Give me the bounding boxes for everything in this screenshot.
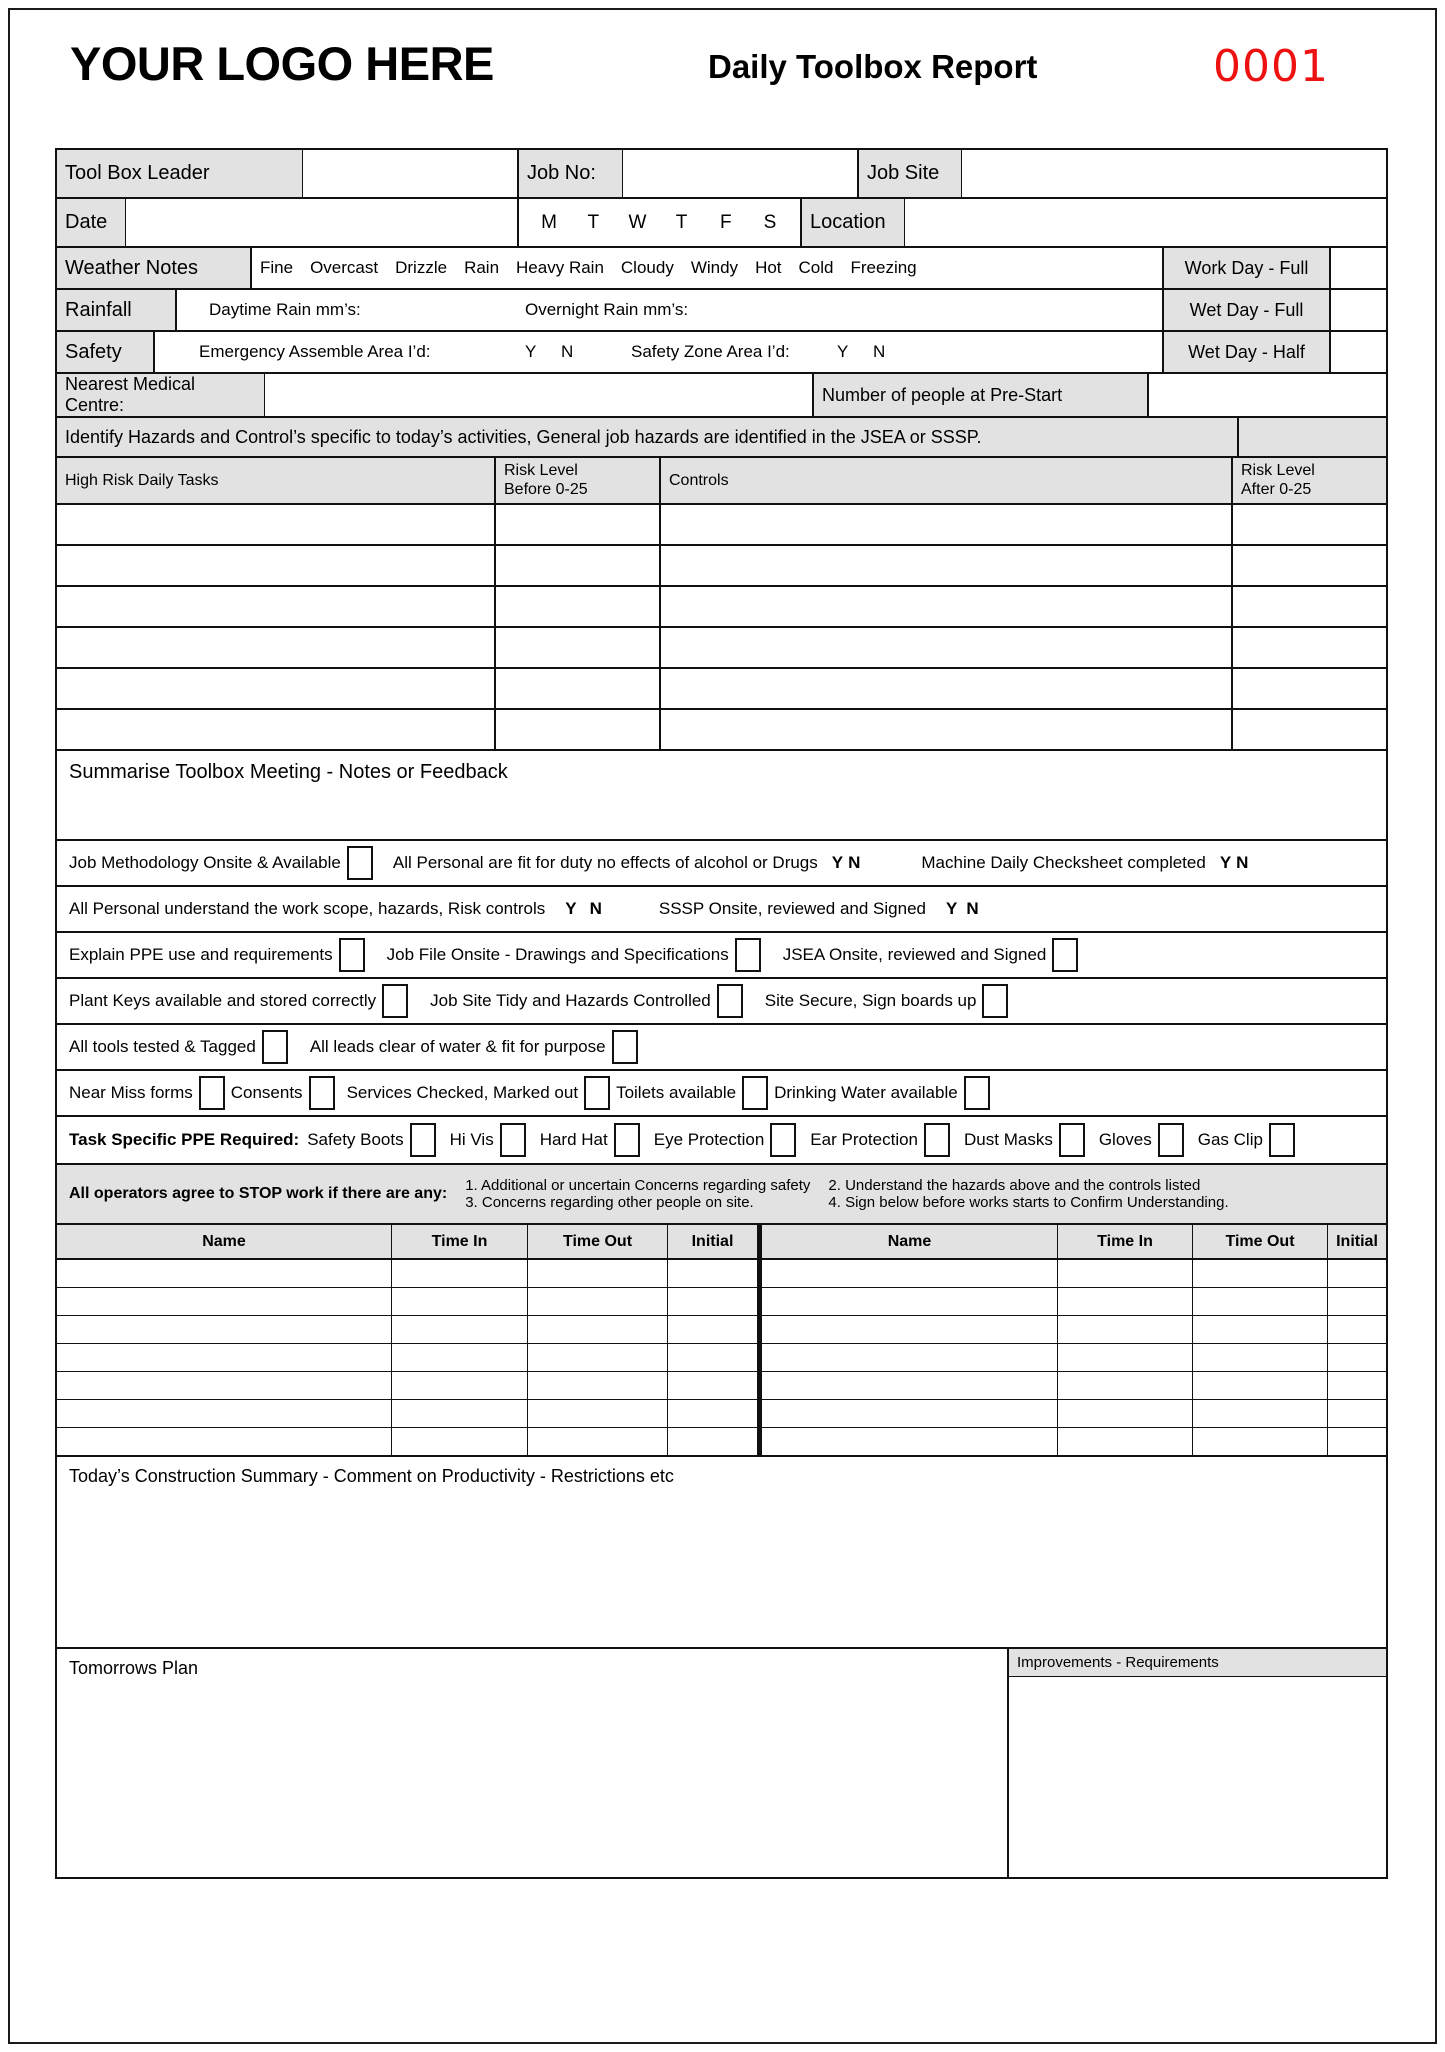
leads-clear-of-water-checkbox[interactable]: [612, 1030, 638, 1064]
wet-day-full-label: Wet Day - Full: [1162, 290, 1329, 330]
sig-time-out-left[interactable]: [527, 1260, 667, 1287]
sig-time-in-left[interactable]: [391, 1428, 527, 1455]
consents-checkbox[interactable]: [309, 1076, 335, 1110]
sig-initial-right[interactable]: [1327, 1288, 1386, 1315]
page-title: Daily Toolbox Report: [708, 48, 1038, 85]
ppe-eye-protection-label: Eye Protection: [653, 1130, 765, 1149]
risk-after-input[interactable]: [1231, 505, 1386, 546]
sig-name-right[interactable]: [757, 1316, 1057, 1343]
signature-row: [57, 1288, 1386, 1316]
risk-after-input[interactable]: [1231, 628, 1386, 669]
sig-time-in-right[interactable]: [1057, 1316, 1192, 1343]
emergency-assemble-no[interactable]: N: [561, 342, 574, 361]
ppe-required-label: Task Specific PPE Required:: [69, 1130, 300, 1149]
hazard-instruction-text: Identify Hazards and Control’s specific to today’s activities, General job hazards are identified in the JSEA or SSSP.: [57, 418, 1237, 456]
sig-time-in-left[interactable]: [391, 1288, 527, 1315]
row-checklist-5: [57, 1025, 1386, 1071]
risk-controls-input[interactable]: [659, 669, 1231, 710]
col-initial-right: Initial: [1327, 1225, 1386, 1258]
sig-time-in-right[interactable]: [1057, 1288, 1192, 1315]
sig-time-out-left[interactable]: [527, 1372, 667, 1399]
job-site-input[interactable]: [961, 150, 1386, 197]
risk-table-row: [57, 505, 1386, 546]
signature-row: [57, 1428, 1386, 1457]
sig-time-in-right[interactable]: [1057, 1428, 1192, 1455]
risk-controls-input[interactable]: [659, 587, 1231, 628]
services-checked-checkbox[interactable]: [584, 1076, 610, 1110]
risk-before-input[interactable]: [494, 587, 659, 628]
risk-after-input[interactable]: [1231, 669, 1386, 710]
weather-option-overcast[interactable]: Overcast: [310, 258, 379, 277]
summarise-toolbox-meeting-label[interactable]: Summarise Toolbox Meeting - Notes or Feedback: [69, 761, 508, 783]
nearest-medical-centre-input[interactable]: [264, 374, 812, 416]
stop-work-point-2: 2. Understand the hazards above and the controls listed: [828, 1177, 1201, 1194]
sig-time-out-left[interactable]: [527, 1428, 667, 1455]
work-scope-understood-yes[interactable]: Y: [565, 899, 582, 918]
ppe-hard-hat-label: Hard Hat: [539, 1130, 608, 1149]
explain-ppe-checkbox[interactable]: [339, 938, 365, 972]
risk-before-input[interactable]: [494, 669, 659, 710]
job-no-label: Job No:: [517, 150, 622, 197]
risk-table-row: [57, 546, 1386, 587]
nearest-medical-centre-label: Nearest Medical Centre:: [57, 374, 264, 416]
ppe-gas-clip-checkbox[interactable]: [1269, 1123, 1295, 1157]
hazard-instruction-spacer: [1237, 418, 1386, 456]
sig-initial-right[interactable]: [1327, 1316, 1386, 1343]
sig-initial-left[interactable]: [667, 1344, 757, 1371]
risk-table-header: [57, 458, 1386, 505]
ppe-gloves-label: Gloves: [1098, 1130, 1152, 1149]
ppe-eye-protection-checkbox[interactable]: [770, 1123, 796, 1157]
plant-keys-label: Plant Keys available and stored correctly: [69, 991, 377, 1010]
ppe-safety-boots-label: Safety Boots: [307, 1130, 404, 1149]
day-tuesday[interactable]: T: [587, 211, 600, 233]
sig-name-left[interactable]: [57, 1344, 391, 1371]
risk-table-row: [57, 710, 1386, 751]
risk-controls-input[interactable]: [659, 710, 1231, 751]
day-thursday[interactable]: T: [675, 211, 688, 233]
sig-initial-left[interactable]: [667, 1316, 757, 1343]
sig-time-out-right[interactable]: [1192, 1372, 1327, 1399]
day-monday[interactable]: M: [541, 211, 557, 233]
fit-for-duty-label: All Personal are fit for duty no effects of alcohol or Drugs: [392, 853, 818, 872]
sig-time-in-left[interactable]: [391, 1316, 527, 1343]
risk-before-input[interactable]: [494, 628, 659, 669]
sig-initial-left[interactable]: [667, 1372, 757, 1399]
sig-initial-left[interactable]: [667, 1400, 757, 1427]
jsea-onsite-checkbox[interactable]: [1052, 938, 1078, 972]
col-initial-left: Initial: [667, 1225, 757, 1258]
safety-zone-yes[interactable]: Y: [837, 342, 849, 361]
col-time-out-right: Time Out: [1192, 1225, 1327, 1258]
sig-time-in-left[interactable]: [391, 1344, 527, 1371]
col-name-right: Name: [757, 1225, 1057, 1258]
fit-for-duty-no[interactable]: N: [848, 853, 866, 872]
sig-name-right[interactable]: [757, 1288, 1057, 1315]
sig-initial-right[interactable]: [1327, 1428, 1386, 1455]
signature-row: [57, 1260, 1386, 1288]
sig-name-right[interactable]: [757, 1260, 1057, 1287]
sig-initial-left[interactable]: [667, 1288, 757, 1315]
drinking-water-label: Drinking Water available: [774, 1083, 958, 1102]
row-ppe: [57, 1117, 1386, 1165]
row-medical: [57, 374, 1386, 418]
risk-controls-input[interactable]: [659, 546, 1231, 587]
ppe-ear-protection-checkbox[interactable]: [924, 1123, 950, 1157]
sig-initial-right[interactable]: [1327, 1372, 1386, 1399]
company-logo-placeholder: YOUR LOGO HERE: [70, 37, 494, 90]
daytime-rain-label: Daytime Rain mm’s:: [209, 300, 361, 319]
sig-time-out-right[interactable]: [1192, 1316, 1327, 1343]
location-input[interactable]: [904, 199, 1386, 246]
checklist-row-4: [57, 979, 1386, 1023]
signature-row: [57, 1344, 1386, 1372]
risk-after-input[interactable]: [1231, 546, 1386, 587]
sig-name-left[interactable]: [57, 1260, 391, 1287]
drinking-water-checkbox[interactable]: [964, 1076, 990, 1110]
sig-time-in-right[interactable]: [1057, 1400, 1192, 1427]
sig-time-out-right[interactable]: [1192, 1428, 1327, 1455]
stop-work-point-1: 1. Additional or uncertain Concerns regarding safety: [465, 1177, 811, 1194]
toilets-available-label: Toilets available: [616, 1083, 737, 1102]
rainfall-label: Rainfall: [57, 290, 177, 330]
row-checklist-1: [57, 841, 1386, 887]
day-friday[interactable]: F: [719, 211, 732, 233]
work-day-full-tick[interactable]: [1329, 248, 1386, 288]
toolbox-leader-label: Tool Box Leader: [57, 150, 302, 197]
sig-time-out-left[interactable]: [527, 1344, 667, 1371]
risk-task-input[interactable]: [57, 710, 494, 751]
tools-tested-tagged-checkbox[interactable]: [262, 1030, 288, 1064]
job-no-input[interactable]: [622, 150, 857, 197]
document-header: [8, 8, 1437, 136]
sig-name-left[interactable]: [57, 1428, 391, 1455]
risk-controls-input[interactable]: [659, 628, 1231, 669]
checklist-row-2: [57, 887, 1386, 931]
signature-row: [57, 1372, 1386, 1400]
people-at-prestart-input[interactable]: [1147, 374, 1386, 416]
signature-table-header: [57, 1225, 1386, 1260]
job-file-onsite-label: Job File Onsite - Drawings and Specifications: [386, 945, 729, 964]
leads-clear-of-water-label: All leads clear of water & fit for purpose: [309, 1037, 606, 1056]
checklist-row-1: [57, 841, 1386, 885]
stop-work-banner: [57, 1165, 1386, 1223]
col-risk-level-before-line2: Before 0-25: [504, 480, 588, 498]
improvements-requirements-input[interactable]: [1009, 1677, 1386, 1876]
row-identity-2: [57, 199, 1386, 248]
improvements-requirements-label: Improvements - Requirements: [1009, 1649, 1386, 1677]
consents-label: Consents: [230, 1083, 303, 1102]
sig-initial-left[interactable]: [667, 1260, 757, 1287]
weather-option-fine[interactable]: Fine: [260, 258, 294, 277]
row-stop-work: [57, 1165, 1386, 1225]
row-hazard-instruction: [57, 418, 1386, 458]
near-miss-forms-checkbox[interactable]: [199, 1076, 225, 1110]
sig-name-right[interactable]: [757, 1400, 1057, 1427]
risk-table-row: [57, 628, 1386, 669]
jsea-onsite-label: JSEA Onsite, reviewed and Signed: [782, 945, 1047, 964]
ppe-gas-clip-label: Gas Clip: [1197, 1130, 1263, 1149]
overnight-rain-label: Overnight Rain mm’s:: [525, 300, 689, 319]
job-site-tidy-label: Job Site Tidy and Hazards Controlled: [430, 991, 711, 1010]
sig-time-out-right[interactable]: [1192, 1344, 1327, 1371]
checklist-row-5: [57, 1025, 1386, 1069]
row-checklist-6: [57, 1071, 1386, 1117]
row-weather: [57, 248, 1386, 290]
wet-day-half-tick[interactable]: [1329, 332, 1386, 372]
site-secure-label: Site Secure, Sign boards up: [764, 991, 977, 1010]
sig-time-out-left[interactable]: [527, 1288, 667, 1315]
checklist-row-6: [57, 1071, 1386, 1115]
sig-name-right[interactable]: [757, 1428, 1057, 1455]
job-methodology-label: Job Methodology Onsite & Available: [69, 853, 341, 872]
col-high-risk-daily-tasks: High Risk Daily Tasks: [57, 458, 494, 503]
date-input[interactable]: [125, 199, 517, 246]
location-label: Location: [800, 199, 904, 246]
weather-option-windy[interactable]: Windy: [690, 258, 739, 277]
stop-work-col-1: [465, 1177, 810, 1211]
weather-option-freezing[interactable]: Freezing: [850, 258, 917, 277]
safety-zone-area-label: Safety Zone Area I’d:: [631, 342, 790, 361]
construction-summary-label[interactable]: Today’s Construction Summary - Comment on Productivity - Restrictions etc: [69, 1466, 674, 1486]
col-risk-level-after: [1231, 458, 1386, 503]
col-time-in-left: Time In: [391, 1225, 527, 1258]
col-time-out-left: Time Out: [527, 1225, 667, 1258]
emergency-assemble-yes[interactable]: Y: [525, 342, 537, 361]
day-saturday[interactable]: S: [763, 211, 777, 233]
weather-option-cloudy[interactable]: Cloudy: [620, 258, 674, 277]
tomorrows-plan-label[interactable]: Tomorrows Plan: [69, 1658, 199, 1678]
sig-name-left[interactable]: [57, 1288, 391, 1315]
job-site-label: Job Site: [857, 150, 961, 197]
risk-task-input[interactable]: [57, 587, 494, 628]
stop-work-point-3: 3. Concerns regarding other people on site.: [465, 1194, 754, 1211]
row-checklist-2: [57, 887, 1386, 933]
ppe-hi-vis-checkbox[interactable]: [500, 1123, 526, 1157]
work-scope-understood-label: All Personal understand the work scope, hazards, Risk controls: [69, 899, 546, 918]
sig-name-right[interactable]: [757, 1372, 1057, 1399]
explain-ppe-label: Explain PPE use and requirements: [69, 945, 333, 964]
ppe-hi-vis-label: Hi Vis: [449, 1130, 494, 1149]
plant-keys-checkbox[interactable]: [382, 984, 408, 1018]
weather-options[interactable]: [252, 248, 1162, 288]
risk-after-input[interactable]: [1231, 710, 1386, 751]
ppe-hard-hat-checkbox[interactable]: [614, 1123, 640, 1157]
weather-notes-label: Weather Notes: [57, 248, 252, 288]
row-rainfall: [57, 290, 1386, 332]
sig-time-out-right[interactable]: [1192, 1260, 1327, 1287]
machine-checksheet-no[interactable]: N: [1236, 853, 1254, 872]
signature-row: [57, 1316, 1386, 1344]
risk-controls-input[interactable]: [659, 505, 1231, 546]
weather-option-drizzle[interactable]: Drizzle: [395, 258, 448, 277]
col-risk-level-after-line2: After 0-25: [1241, 480, 1312, 498]
sssp-onsite-yes[interactable]: Y: [946, 899, 963, 918]
risk-before-input[interactable]: [494, 546, 659, 587]
weather-option-hot[interactable]: Hot: [755, 258, 782, 277]
serial-number: 0001: [1213, 41, 1329, 92]
risk-before-input[interactable]: [494, 710, 659, 751]
services-checked-label: Services Checked, Marked out: [346, 1083, 579, 1102]
risk-task-input[interactable]: [57, 546, 494, 587]
sig-name-left[interactable]: [57, 1316, 391, 1343]
toilets-available-checkbox[interactable]: [742, 1076, 768, 1110]
sig-initial-right[interactable]: [1327, 1260, 1386, 1287]
stop-work-heading: All operators agree to STOP work if there are any:: [69, 1185, 448, 1202]
row-construction-summary: [57, 1457, 1386, 1649]
row-checklist-3: [57, 933, 1386, 979]
people-at-prestart-label: Number of people at Pre-Start: [812, 374, 1147, 416]
ppe-dust-masks-label: Dust Masks: [964, 1130, 1053, 1149]
risk-task-input[interactable]: [57, 669, 494, 710]
sig-time-in-left[interactable]: [391, 1400, 527, 1427]
risk-after-input[interactable]: [1231, 587, 1386, 628]
weather-option-cold[interactable]: Cold: [798, 258, 834, 277]
signature-row: [57, 1400, 1386, 1428]
risk-table-row: [57, 587, 1386, 628]
stop-work-point-4: 4. Sign below before works starts to Confirm Understanding.: [828, 1194, 1229, 1211]
sig-time-out-left[interactable]: [527, 1400, 667, 1427]
col-risk-level-after-line1: Risk Level: [1241, 461, 1315, 479]
form-body: [55, 148, 1388, 1879]
stop-work-col-2: [828, 1177, 1228, 1211]
wet-day-half-label: Wet Day - Half: [1162, 332, 1329, 372]
weather-option-heavy-rain[interactable]: Heavy Rain: [516, 258, 604, 277]
col-risk-level-before-line1: Risk Level: [504, 461, 578, 479]
ppe-dust-masks-checkbox[interactable]: [1059, 1123, 1085, 1157]
ppe-ear-protection-label: Ear Protection: [810, 1130, 919, 1149]
sig-initial-left[interactable]: [667, 1428, 757, 1455]
ppe-row: [57, 1117, 1386, 1163]
safety-zone-no[interactable]: N: [873, 342, 886, 361]
day-wednesday[interactable]: W: [628, 211, 647, 233]
row-safety: [57, 332, 1386, 374]
sig-initial-right[interactable]: [1327, 1344, 1386, 1371]
sig-name-left[interactable]: [57, 1400, 391, 1427]
sig-time-in-right[interactable]: [1057, 1372, 1192, 1399]
job-file-onsite-checkbox[interactable]: [735, 938, 761, 972]
fit-for-duty-yes[interactable]: Y: [831, 853, 849, 872]
col-time-in-right: Time In: [1057, 1225, 1192, 1258]
sig-time-out-left[interactable]: [527, 1316, 667, 1343]
sssp-onsite-no[interactable]: N: [966, 899, 984, 918]
col-name-left: Name: [57, 1225, 391, 1258]
row-summarise-meeting: [57, 751, 1386, 841]
sig-time-in-right[interactable]: [1057, 1344, 1192, 1371]
safety-label: Safety: [57, 332, 155, 372]
sig-time-in-left[interactable]: [391, 1372, 527, 1399]
work-day-full-label: Work Day - Full: [1162, 248, 1329, 288]
sig-initial-right[interactable]: [1327, 1400, 1386, 1427]
sig-time-out-right[interactable]: [1192, 1400, 1327, 1427]
risk-before-input[interactable]: [494, 505, 659, 546]
checklist-row-3: [57, 933, 1386, 977]
emergency-assemble-area-label: Emergency Assemble Area I’d:: [199, 342, 431, 361]
date-label: Date: [57, 199, 125, 246]
day-of-week-selector[interactable]: [517, 199, 800, 246]
toolbox-leader-input[interactable]: [302, 150, 517, 197]
job-site-tidy-checkbox[interactable]: [717, 984, 743, 1018]
sig-time-in-right[interactable]: [1057, 1260, 1192, 1287]
risk-table-row: [57, 669, 1386, 710]
site-secure-checkbox[interactable]: [982, 984, 1008, 1018]
sig-name-left[interactable]: [57, 1372, 391, 1399]
row-checklist-4: [57, 979, 1386, 1025]
risk-task-input[interactable]: [57, 505, 494, 546]
weather-option-rain[interactable]: Rain: [464, 258, 500, 277]
work-scope-understood-no[interactable]: N: [589, 899, 607, 918]
ppe-gloves-checkbox[interactable]: [1158, 1123, 1184, 1157]
wet-day-full-tick[interactable]: [1329, 290, 1386, 330]
job-methodology-checkbox[interactable]: [347, 846, 373, 880]
machine-checksheet-yes[interactable]: Y: [1219, 853, 1237, 872]
col-controls: Controls: [659, 458, 1231, 503]
sig-time-out-right[interactable]: [1192, 1288, 1327, 1315]
ppe-safety-boots-checkbox[interactable]: [410, 1123, 436, 1157]
sig-time-in-left[interactable]: [391, 1260, 527, 1287]
sig-name-right[interactable]: [757, 1344, 1057, 1371]
sssp-onsite-label: SSSP Onsite, reviewed and Signed: [658, 899, 926, 918]
machine-checksheet-label: Machine Daily Checksheet completed: [921, 853, 1206, 872]
tools-tested-tagged-label: All tools tested & Tagged: [69, 1037, 256, 1056]
col-risk-level-before: [494, 458, 659, 503]
row-identity-1: [57, 150, 1386, 199]
near-miss-forms-label: Near Miss forms: [69, 1083, 193, 1102]
row-tomorrows-plan: [57, 1649, 1386, 1879]
risk-task-input[interactable]: [57, 628, 494, 669]
